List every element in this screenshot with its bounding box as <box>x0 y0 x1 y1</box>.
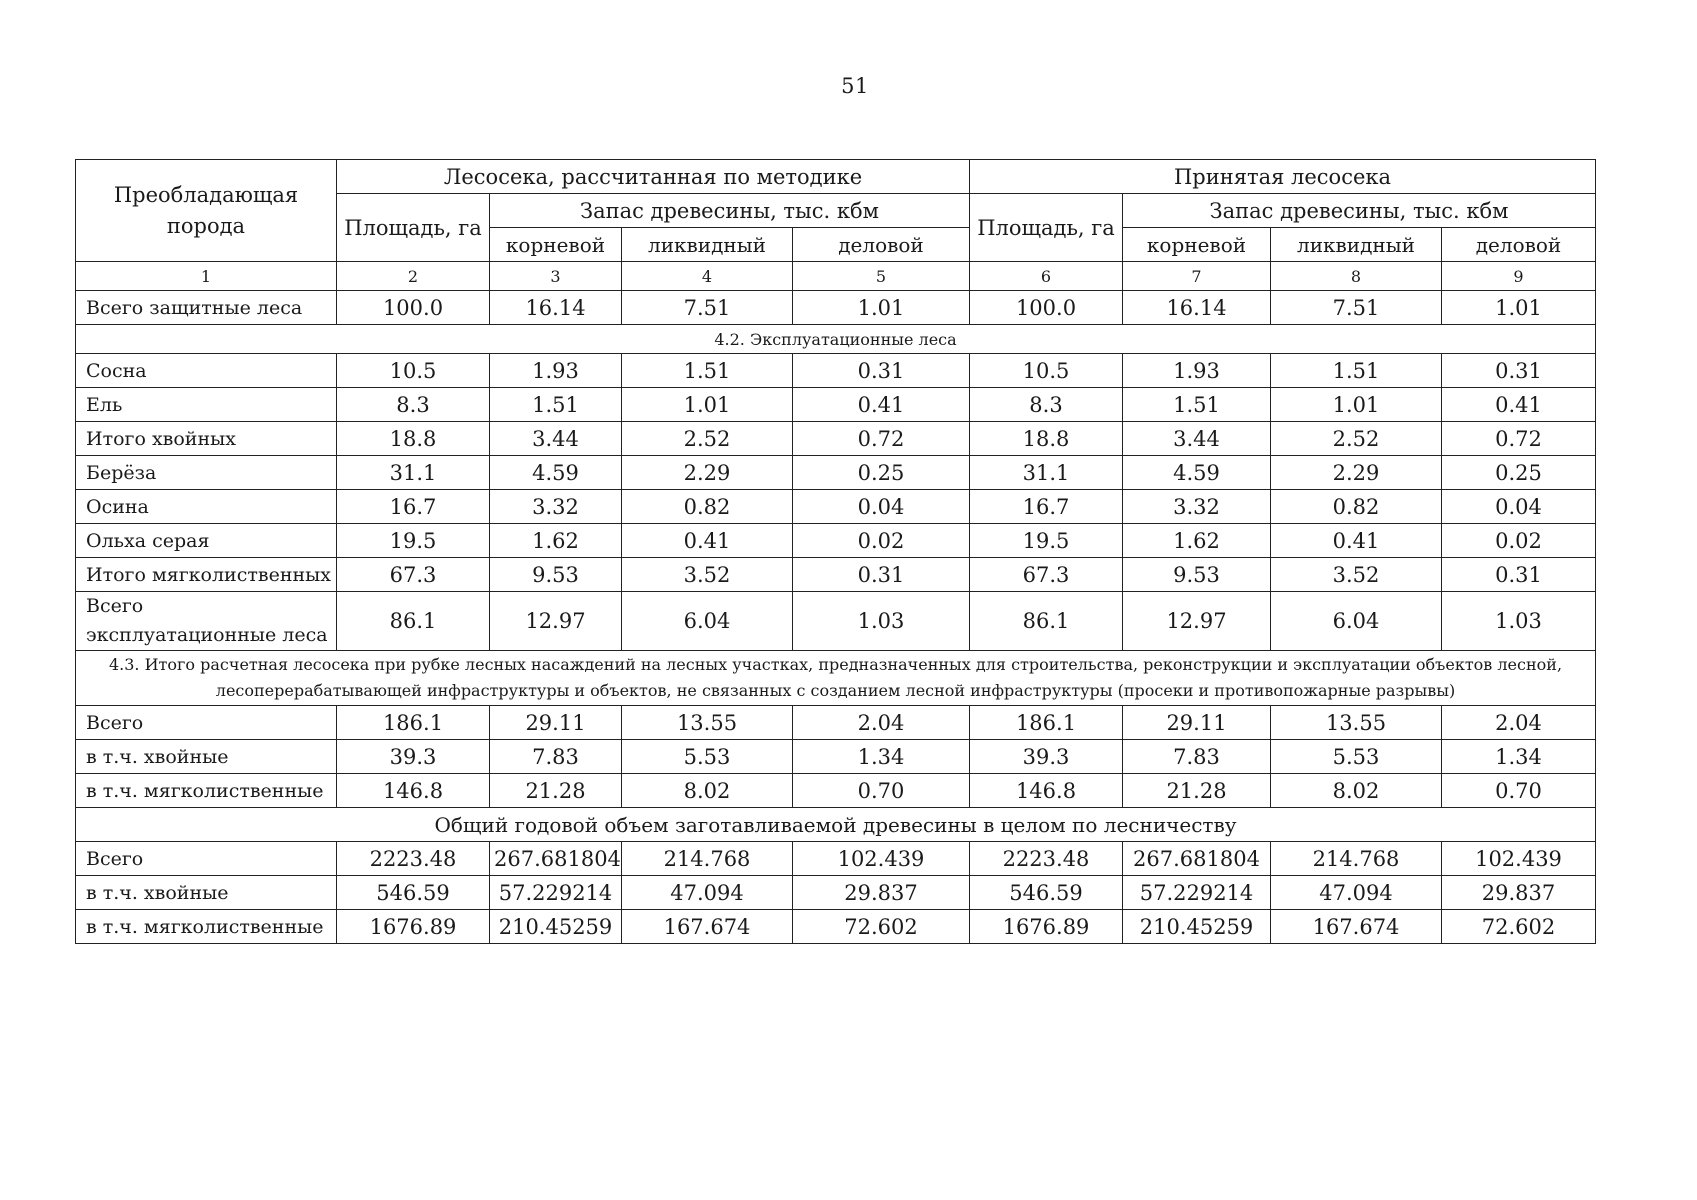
table-cell: 0.70 <box>793 774 970 808</box>
table-cell: 72.602 <box>793 910 970 944</box>
table-cell: 0.31 <box>1442 558 1596 592</box>
column-number: 9 <box>1442 262 1596 291</box>
table-cell: 2.29 <box>622 456 793 490</box>
section-row <box>76 325 1596 354</box>
table-cell: 57.229214 <box>1123 876 1271 910</box>
table-cell: 146.8 <box>337 774 490 808</box>
table-row <box>76 354 1596 388</box>
table-row <box>76 388 1596 422</box>
table-cell: 7.83 <box>490 740 622 774</box>
row-label: Ель <box>76 388 337 422</box>
table-cell: 0.04 <box>1442 490 1596 524</box>
table-cell: 1.34 <box>793 740 970 774</box>
table-cell: 19.5 <box>970 524 1123 558</box>
row-label: в т.ч. хвойные <box>76 876 337 910</box>
table-cell: 8.02 <box>1271 774 1442 808</box>
column-number: 5 <box>793 262 970 291</box>
table-row <box>76 592 1596 651</box>
table-cell: 47.094 <box>622 876 793 910</box>
table-cell: 31.1 <box>970 456 1123 490</box>
table-cell: 1.93 <box>490 354 622 388</box>
table-cell: 39.3 <box>337 740 490 774</box>
table-cell: 7.83 <box>1123 740 1271 774</box>
header-root-method: корневой <box>490 228 622 262</box>
table-cell: 167.674 <box>1271 910 1442 944</box>
table-row <box>76 456 1596 490</box>
table-cell: 13.55 <box>622 706 793 740</box>
table-cell: 186.1 <box>337 706 490 740</box>
table-cell: 4.59 <box>490 456 622 490</box>
table-cell: 29.11 <box>490 706 622 740</box>
row-label: в т.ч. хвойные <box>76 740 337 774</box>
table-cell: 214.768 <box>1271 842 1442 876</box>
table-cell: 0.41 <box>1271 524 1442 558</box>
header-stock-method: Запас древесины, тыс. кбм <box>490 194 970 228</box>
section-title-42: 4.2. Эксплуатационные леса <box>76 325 1596 354</box>
header-area-accepted: Площадь, га <box>970 194 1123 262</box>
table-cell: 186.1 <box>970 706 1123 740</box>
table-cell: 210.45259 <box>1123 910 1271 944</box>
row-label: в т.ч. мягколиственные <box>76 910 337 944</box>
row-label: Ольха серая <box>76 524 337 558</box>
table-cell: 21.28 <box>490 774 622 808</box>
table-cell: 0.41 <box>793 388 970 422</box>
table-cell: 546.59 <box>337 876 490 910</box>
felling-volume-table <box>75 159 1596 944</box>
table-cell: 0.41 <box>1442 388 1596 422</box>
table-cell: 5.53 <box>622 740 793 774</box>
table-cell: 8.02 <box>622 774 793 808</box>
table-cell: 1.01 <box>1442 291 1596 325</box>
row-label: Осина <box>76 490 337 524</box>
table-cell: 29.11 <box>1123 706 1271 740</box>
table-cell: 16.14 <box>1123 291 1271 325</box>
table-cell: 100.0 <box>970 291 1123 325</box>
table-cell: 10.5 <box>970 354 1123 388</box>
table-cell: 86.1 <box>970 592 1123 651</box>
table-cell: 1.34 <box>1442 740 1596 774</box>
table-row <box>76 842 1596 876</box>
table-cell: 3.44 <box>1123 422 1271 456</box>
table-cell: 267.681804 <box>1123 842 1271 876</box>
table-cell: 0.04 <box>793 490 970 524</box>
table-cell: 31.1 <box>337 456 490 490</box>
row-label: Всего защитные леса <box>76 291 337 325</box>
table-cell: 47.094 <box>1271 876 1442 910</box>
table-cell: 0.31 <box>1442 354 1596 388</box>
table-cell: 1.01 <box>793 291 970 325</box>
column-number: 3 <box>490 262 622 291</box>
table-cell: 3.52 <box>1271 558 1442 592</box>
column-number: 2 <box>337 262 490 291</box>
table-cell: 2.52 <box>622 422 793 456</box>
row-label: Сосна <box>76 354 337 388</box>
row-label: Итого мягколиственных <box>76 558 337 592</box>
header-liquid-method: ликвидный <box>622 228 793 262</box>
row-label: Всего эксплуатационные леса <box>76 592 337 651</box>
row-label: Итого хвойных <box>76 422 337 456</box>
column-number: 1 <box>76 262 337 291</box>
table-cell: 5.53 <box>1271 740 1442 774</box>
table-cell: 2223.48 <box>970 842 1123 876</box>
table-cell: 16.7 <box>970 490 1123 524</box>
table-cell: 8.3 <box>337 388 490 422</box>
table-cell: 6.04 <box>1271 592 1442 651</box>
row-label: Всего <box>76 842 337 876</box>
table-cell: 1.51 <box>490 388 622 422</box>
header-liquid-accepted: ликвидный <box>1271 228 1442 262</box>
table-cell: 214.768 <box>622 842 793 876</box>
table-cell: 16.7 <box>337 490 490 524</box>
table-cell: 19.5 <box>337 524 490 558</box>
table-cell: 3.32 <box>1123 490 1271 524</box>
table-cell: 267.681804 <box>490 842 622 876</box>
table-cell: 0.70 <box>1442 774 1596 808</box>
table-cell: 1.62 <box>1123 524 1271 558</box>
column-number: 7 <box>1123 262 1271 291</box>
section-row <box>76 808 1596 842</box>
table-cell: 13.55 <box>1271 706 1442 740</box>
table-cell: 0.25 <box>793 456 970 490</box>
table-cell: 2.52 <box>1271 422 1442 456</box>
table-cell: 167.674 <box>622 910 793 944</box>
column-number: 6 <box>970 262 1123 291</box>
header-stock-accepted: Запас древесины, тыс. кбм <box>1123 194 1596 228</box>
table-cell: 102.439 <box>793 842 970 876</box>
table-cell: 1676.89 <box>337 910 490 944</box>
table-cell: 12.97 <box>1123 592 1271 651</box>
table-cell: 39.3 <box>970 740 1123 774</box>
table-cell: 1.03 <box>793 592 970 651</box>
table-cell: 67.3 <box>970 558 1123 592</box>
column-number: 8 <box>1271 262 1442 291</box>
table-cell: 0.72 <box>1442 422 1596 456</box>
table-cell: 0.02 <box>1442 524 1596 558</box>
header-root-accepted: корневой <box>1123 228 1271 262</box>
table-cell: 0.72 <box>793 422 970 456</box>
header-area-method: Площадь, га <box>337 194 490 262</box>
table-cell: 1.01 <box>622 388 793 422</box>
table-cell: 18.8 <box>970 422 1123 456</box>
table-cell: 100.0 <box>337 291 490 325</box>
table-cell: 9.53 <box>1123 558 1271 592</box>
table-cell: 21.28 <box>1123 774 1271 808</box>
table-cell: 7.51 <box>622 291 793 325</box>
table-cell: 210.45259 <box>490 910 622 944</box>
table-cell: 0.31 <box>793 354 970 388</box>
table-cell: 72.602 <box>1442 910 1596 944</box>
page-number: 51 <box>841 74 869 98</box>
header-group-accepted: Принятая лесосека <box>970 160 1596 194</box>
table-cell: 0.82 <box>622 490 793 524</box>
table-cell: 4.59 <box>1123 456 1271 490</box>
header-species: Преобладающая порода <box>76 160 337 262</box>
table-cell: 0.02 <box>793 524 970 558</box>
table-cell: 3.44 <box>490 422 622 456</box>
table-cell: 3.32 <box>490 490 622 524</box>
column-number: 4 <box>622 262 793 291</box>
table-cell: 29.837 <box>793 876 970 910</box>
table-cell: 16.14 <box>490 291 622 325</box>
table-row <box>76 422 1596 456</box>
table-cell: 7.51 <box>1271 291 1442 325</box>
table-cell: 1.51 <box>1123 388 1271 422</box>
table-cell: 12.97 <box>490 592 622 651</box>
table-cell: 3.52 <box>622 558 793 592</box>
table-cell: 1.01 <box>1271 388 1442 422</box>
table-cell: 1.51 <box>1271 354 1442 388</box>
header-group-method: Лесосека, рассчитанная по методике <box>337 160 970 194</box>
table-cell: 1.62 <box>490 524 622 558</box>
header-business-method: деловой <box>793 228 970 262</box>
table-cell: 0.82 <box>1271 490 1442 524</box>
table-cell: 18.8 <box>337 422 490 456</box>
table-row <box>76 774 1596 808</box>
table-cell: 10.5 <box>337 354 490 388</box>
table-row <box>76 876 1596 910</box>
row-label: Всего <box>76 706 337 740</box>
table-cell: 546.59 <box>970 876 1123 910</box>
table-cell: 146.8 <box>970 774 1123 808</box>
table-cell: 67.3 <box>337 558 490 592</box>
section-title-total: Общий годовой объем заготавливаемой древесины в целом по лесничеству <box>76 808 1596 842</box>
section-row <box>76 651 1596 706</box>
table-cell: 1.93 <box>1123 354 1271 388</box>
header-business-accepted: деловой <box>1442 228 1596 262</box>
table-row <box>76 740 1596 774</box>
table-cell: 2223.48 <box>337 842 490 876</box>
table-cell: 29.837 <box>1442 876 1596 910</box>
table-cell: 1676.89 <box>970 910 1123 944</box>
row-label: в т.ч. мягколиственные <box>76 774 337 808</box>
table-cell: 0.41 <box>622 524 793 558</box>
table-row <box>76 524 1596 558</box>
table-row <box>76 910 1596 944</box>
table-cell: 1.03 <box>1442 592 1596 651</box>
table-cell: 1.51 <box>622 354 793 388</box>
table-cell: 8.3 <box>970 388 1123 422</box>
table-cell: 2.29 <box>1271 456 1442 490</box>
table-row <box>76 490 1596 524</box>
table-row <box>76 291 1596 325</box>
table-cell: 86.1 <box>337 592 490 651</box>
table-row <box>76 706 1596 740</box>
column-number-row <box>76 262 1596 291</box>
row-label: Берёза <box>76 456 337 490</box>
table-cell: 0.25 <box>1442 456 1596 490</box>
table-row <box>76 558 1596 592</box>
table-cell: 2.04 <box>793 706 970 740</box>
table-cell: 6.04 <box>622 592 793 651</box>
table-cell: 57.229214 <box>490 876 622 910</box>
table-cell: 0.31 <box>793 558 970 592</box>
section-title-43: 4.3. Итого расчетная лесосека при рубке лесных насаждений на лесных участках, предназначенных для строительства, реконструкции и эксплуатации объектов лесной, лесоперерабатывающей инфраструктуры и объектов, не связанных с созданием лесной инфраструктуры (просеки и противопожарные разрывы) <box>76 651 1596 706</box>
table-cell: 9.53 <box>490 558 622 592</box>
table-cell: 102.439 <box>1442 842 1596 876</box>
table-cell: 2.04 <box>1442 706 1596 740</box>
